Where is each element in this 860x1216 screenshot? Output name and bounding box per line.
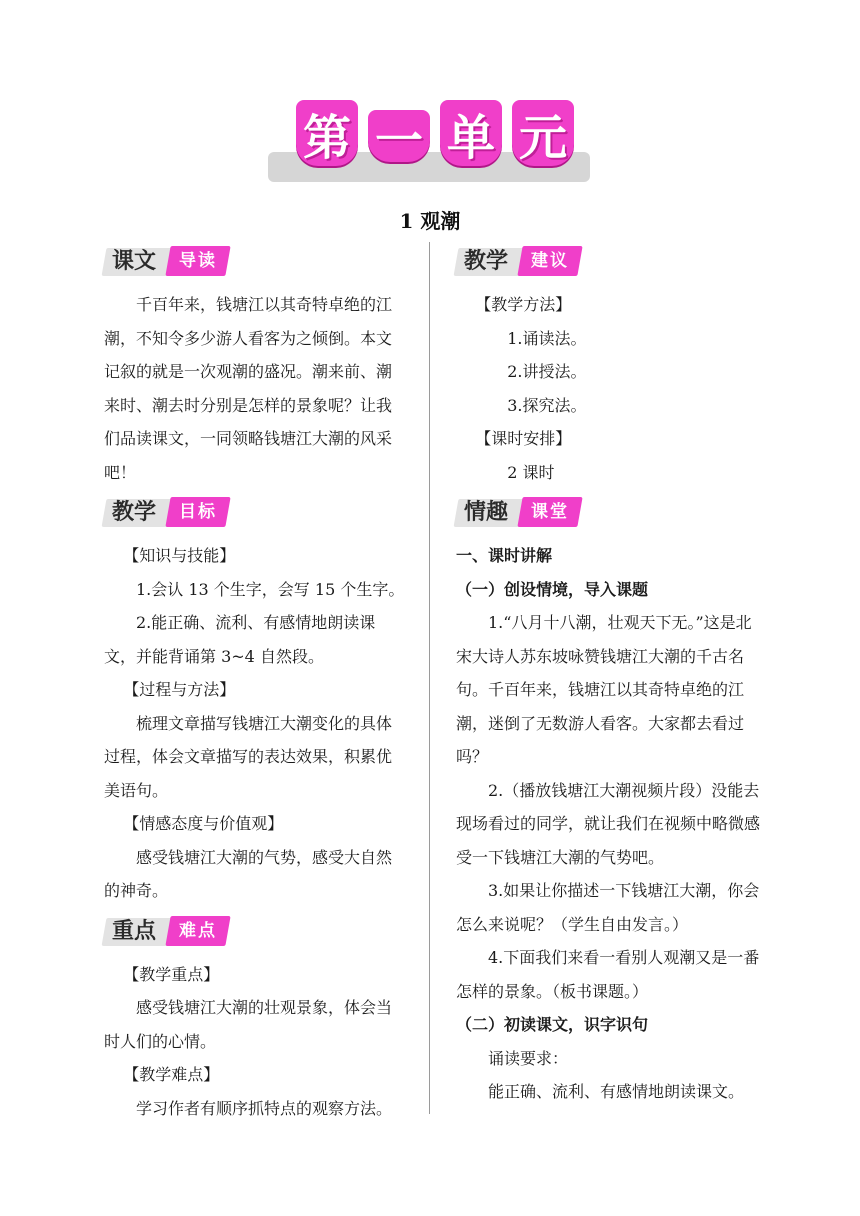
section-header-sub: 难点 <box>179 920 217 941</box>
method-item: 3.探究法。 <box>507 395 587 415</box>
section-header-main: 教学 <box>112 500 157 525</box>
section-header-sub: 建议 <box>531 251 569 271</box>
method-item: 2.讲授法。 <box>507 362 587 381</box>
section-header-sub: 课堂 <box>531 502 569 522</box>
goal-item: 感受钱塘江大潮的气势，感受大自然的神奇。 <box>104 847 393 900</box>
section-header-main: 情趣 <box>464 500 509 525</box>
right-column <box>456 244 766 1109</box>
heading-level-2: （一）创设情境，导入课题 <box>456 579 649 599</box>
subheading-difficulty: 【教学难点】 <box>123 1065 220 1084</box>
subheading-process: 【过程与方法】 <box>123 680 236 699</box>
method-item: 1.诵读法。 <box>507 328 587 348</box>
lesson-paragraph: 3.如果让你描述一下钱塘江大潮，你会怎么来说呢？（学生自由发言。） <box>456 881 760 934</box>
reading-requirement-label: 诵读要求： <box>488 1048 569 1068</box>
heading-level-2: （二）初读课文，识字识句 <box>456 1015 649 1034</box>
goal-item: 梳理文章描写钱塘江大潮变化的具体过程，体会文章描写的表达效果，积累优美语句。 <box>104 713 393 800</box>
section-header-sub: 导读 <box>179 251 217 271</box>
banner-char: 元 <box>512 100 574 166</box>
section-header-sub: 目标 <box>179 502 217 522</box>
banner-chars <box>296 100 574 169</box>
lesson-title: 1 观潮 <box>399 209 461 233</box>
unit-banner <box>268 96 590 186</box>
focus-item: 学习作者有顺序抓特点的观察方法。 <box>136 1098 393 1118</box>
subheading-knowledge: 【知识与技能】 <box>123 546 236 565</box>
lesson-paragraph: 2.（播放钱塘江大潮视频片段）没能去现场看过的同学，就让我们在视频中略微感受一下钱塘江大潮的气势吧。 <box>456 780 761 867</box>
subheading-method: 【教学方法】 <box>475 295 572 314</box>
reading-requirement: 能正确、流利、有感情地朗读课文。 <box>488 1082 745 1101</box>
section-header-main: 教学 <box>464 249 509 274</box>
banner-char: 单 <box>440 100 502 166</box>
focus-item: 感受钱塘江大潮的壮观景象，体会当时人们的心情。 <box>104 998 393 1051</box>
column-divider <box>429 242 430 1114</box>
lesson-paragraph: 1.“八月十八潮，壮观天下无。”这是北宋大诗人苏东坡咏赞钱塘江大潮的千古名句。千百年来，钱塘江以其奇特卓绝的江潮，迷倒了无数游人看客。大家都去看过吗？ <box>456 613 752 766</box>
section-header-main: 课文 <box>112 249 157 274</box>
subheading-emotion: 【情感态度与价值观】 <box>123 814 284 833</box>
banner-char: 一 <box>368 110 430 162</box>
section-header-class <box>456 495 766 531</box>
banner-char: 第 <box>296 100 358 166</box>
section-header-goals <box>104 495 406 531</box>
lesson-paragraph: 4.下面我们来看一看别人观潮又是一番怎样的景象。（板书课题。） <box>456 948 760 1001</box>
section-header-intro <box>104 244 406 280</box>
subheading-schedule: 【课时安排】 <box>475 429 572 448</box>
heading-level-1: 一、课时讲解 <box>456 546 553 565</box>
schedule-item: 2 课时 <box>507 462 555 482</box>
section-header-focus <box>104 914 406 950</box>
goal-item: 2.能正确、流利、有感情地朗读课文，并能背诵第 3~4 自然段。 <box>104 613 376 666</box>
intro-paragraph: 千百年来，钱塘江以其奇特卓绝的江潮，不知令多少游人看客为之倾倒。本文记叙的就是一次观潮的盛况。潮来前、潮来时、潮去时分别是怎样的景象呢？让我们品读课文，一同领略钱塘江大潮的风采吧！ <box>104 295 393 482</box>
subheading-key-point: 【教学重点】 <box>123 964 220 984</box>
goal-item: 1.会认 13 个生字，会写 15 个生字。 <box>136 579 405 599</box>
left-column <box>104 244 406 1125</box>
section-header-advice <box>456 244 766 280</box>
section-header-main: 重点 <box>112 918 157 944</box>
